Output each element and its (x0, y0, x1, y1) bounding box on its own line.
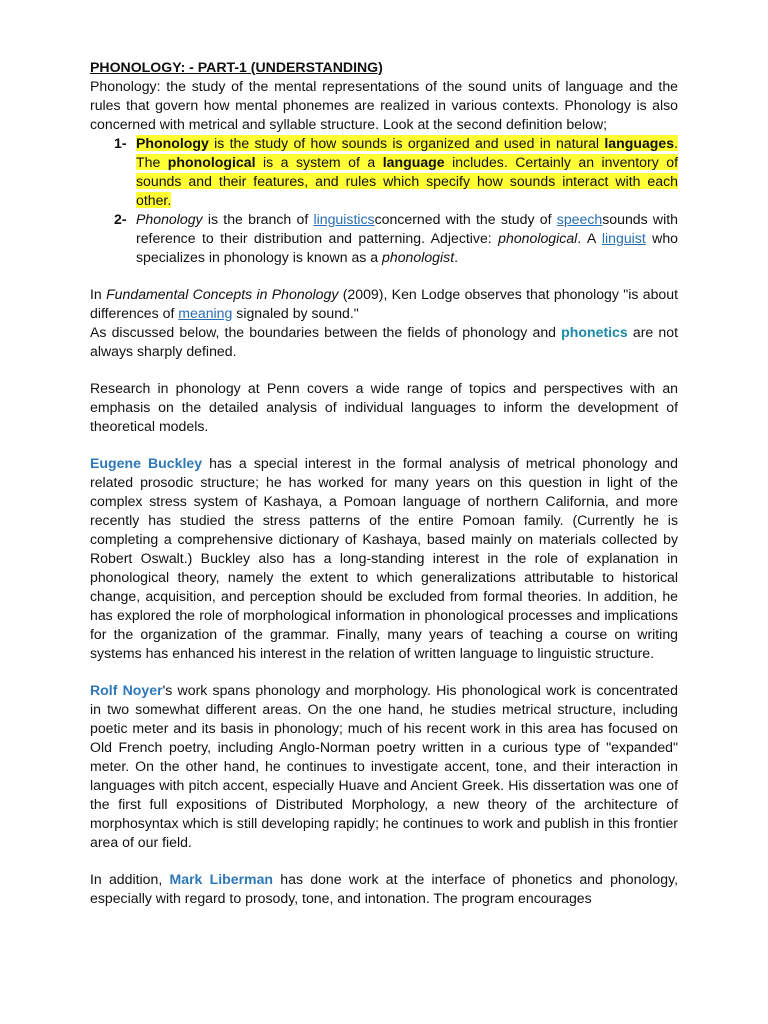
link-linguist[interactable]: linguist (601, 230, 646, 246)
paragraph-text: 's work spans phonology and morphology. His phonological work is concentrated in two somewhat different areas. On the one hand, he studies metrical structure, including poetic meter and its basis in phonology; much of his recent work in this area has focused on Old French poetry, including Anglo-Norman poetry written in a curious type of "expanded" meter. On the other hand, he continues to investigate accent, tone, and their interaction in languages with pitch accent, especially Huave and Ancient Greek. His dissertation was one of the first full expositions of Distributed Morphology, a new theory of the architecture of morphosyntax which is still developing rapidly; he continues to work and publish in this frontier area of our field. (90, 682, 678, 850)
definition-text: includes. Certainly an inventory of sounds and their features, and rules which specify how sounds interact with each other. (136, 154, 678, 208)
paragraph-gap (90, 267, 678, 285)
paragraph-gap (90, 663, 678, 681)
definition-text: who specializes in phonology is known as a (136, 230, 679, 265)
link-speech[interactable]: speech (556, 211, 603, 227)
paragraph-text: has a special interest in the formal analysis of metrical phonology and related prosodic structure; he has worked for many years on this question in light of the complex stress system of Kashaya, a Pomoan language of northern California, and more recently has studied the stress patterns of the entire Pomoan family. (Currently he is completing a comprehensive dictionary of Kashaya, based mainly on materials collected by Robert Oswalt.) Buckley also has a long-standing interest in the role of explanation in phonological theory, namely the extent to which generalizations attributable to historical change, acquisition, and perception should be excluded from formal theories. In addition, he has explored the role of morphological information in phonological processes and implications for the organization of the grammar. Finally, many years of teaching a course on writing systems has enhanced his interest in the relation of written language to linguistic structure. (90, 455, 678, 661)
definition-item-2 (90, 210, 678, 267)
term-phonology: Phonology (136, 211, 203, 227)
document-title: PHONOLOGY: - PART-1 (UNDERSTANDING) (90, 59, 383, 75)
document-page (90, 58, 678, 908)
definition-text: is the study of how sounds is organized and used in natural (208, 135, 605, 151)
definition-number: 2- (114, 211, 127, 227)
paragraph-text: In addition, (90, 871, 170, 887)
definition-text: is the branch of (202, 211, 314, 227)
liberman-paragraph (90, 870, 678, 908)
book-title: Fundamental Concepts in Phonology (106, 286, 339, 302)
term-phonetics: phonetics (561, 324, 628, 340)
definition-text: concerned with the study of (374, 211, 557, 227)
paragraph-gap (90, 852, 678, 870)
name-eugene-buckley: Eugene Buckley (90, 455, 203, 471)
paragraph-gap (90, 436, 678, 454)
link-meaning[interactable]: meaning (178, 305, 233, 321)
definition-text: . A (577, 230, 602, 246)
definition-text: sounds with reference to their distribution and patterning. Adjective: (136, 211, 678, 246)
term-phonological: phonological (167, 154, 256, 170)
intro-paragraph: Phonology: the study of the mental representations of the sound units of language and the rules that govern how mental phonemes are realized in various contexts. Phonology is also concerned with metrical and syllable structure. Look at the second definition below; (90, 78, 678, 132)
term-phonologist: phonologist (382, 249, 455, 265)
paragraph-text: In (90, 286, 107, 302)
paragraph-text: are not always sharply defined. (90, 324, 678, 359)
term-phonology: Phonology (136, 135, 209, 151)
noyer-paragraph (90, 681, 678, 852)
paragraph-text: has done work at the interface of phonetics and phonology, especially with regard to prosody, tone, and intonation. The program encourages (90, 871, 678, 906)
highlighted-definition (136, 135, 678, 208)
definition-number: 1- (114, 135, 127, 151)
link-linguistics[interactable]: linguistics (313, 211, 375, 227)
definition-text: . The (136, 135, 678, 170)
definition-text: . (454, 249, 459, 265)
name-mark-liberman: Mark Liberman (169, 871, 274, 887)
definition-text: is a system of a (255, 154, 383, 170)
definition-item-1 (90, 134, 678, 210)
paragraph-text: (2009), Ken Lodge observes that phonology "is about differences of (90, 286, 679, 321)
name-rolf-noyer: Rolf Noyer (90, 682, 163, 698)
paragraph-text: signaled by sound." (232, 305, 359, 321)
term-languages: languages (604, 135, 675, 151)
research-paragraph: Research in phonology at Penn covers a wide range of topics and perspectives with an emphasis on the detailed analysis of individual languages to inform the development of theoretical models. (90, 380, 678, 434)
boundary-paragraph (90, 323, 678, 361)
buckley-paragraph (90, 454, 678, 663)
paragraph-text: As discussed below, the boundaries between the fields of phonology and (90, 324, 562, 340)
lodge-paragraph (90, 285, 678, 323)
term-language: language (382, 154, 445, 170)
paragraph-gap (90, 361, 678, 379)
definition-list (90, 134, 678, 267)
term-phonological: phonological (498, 230, 578, 246)
